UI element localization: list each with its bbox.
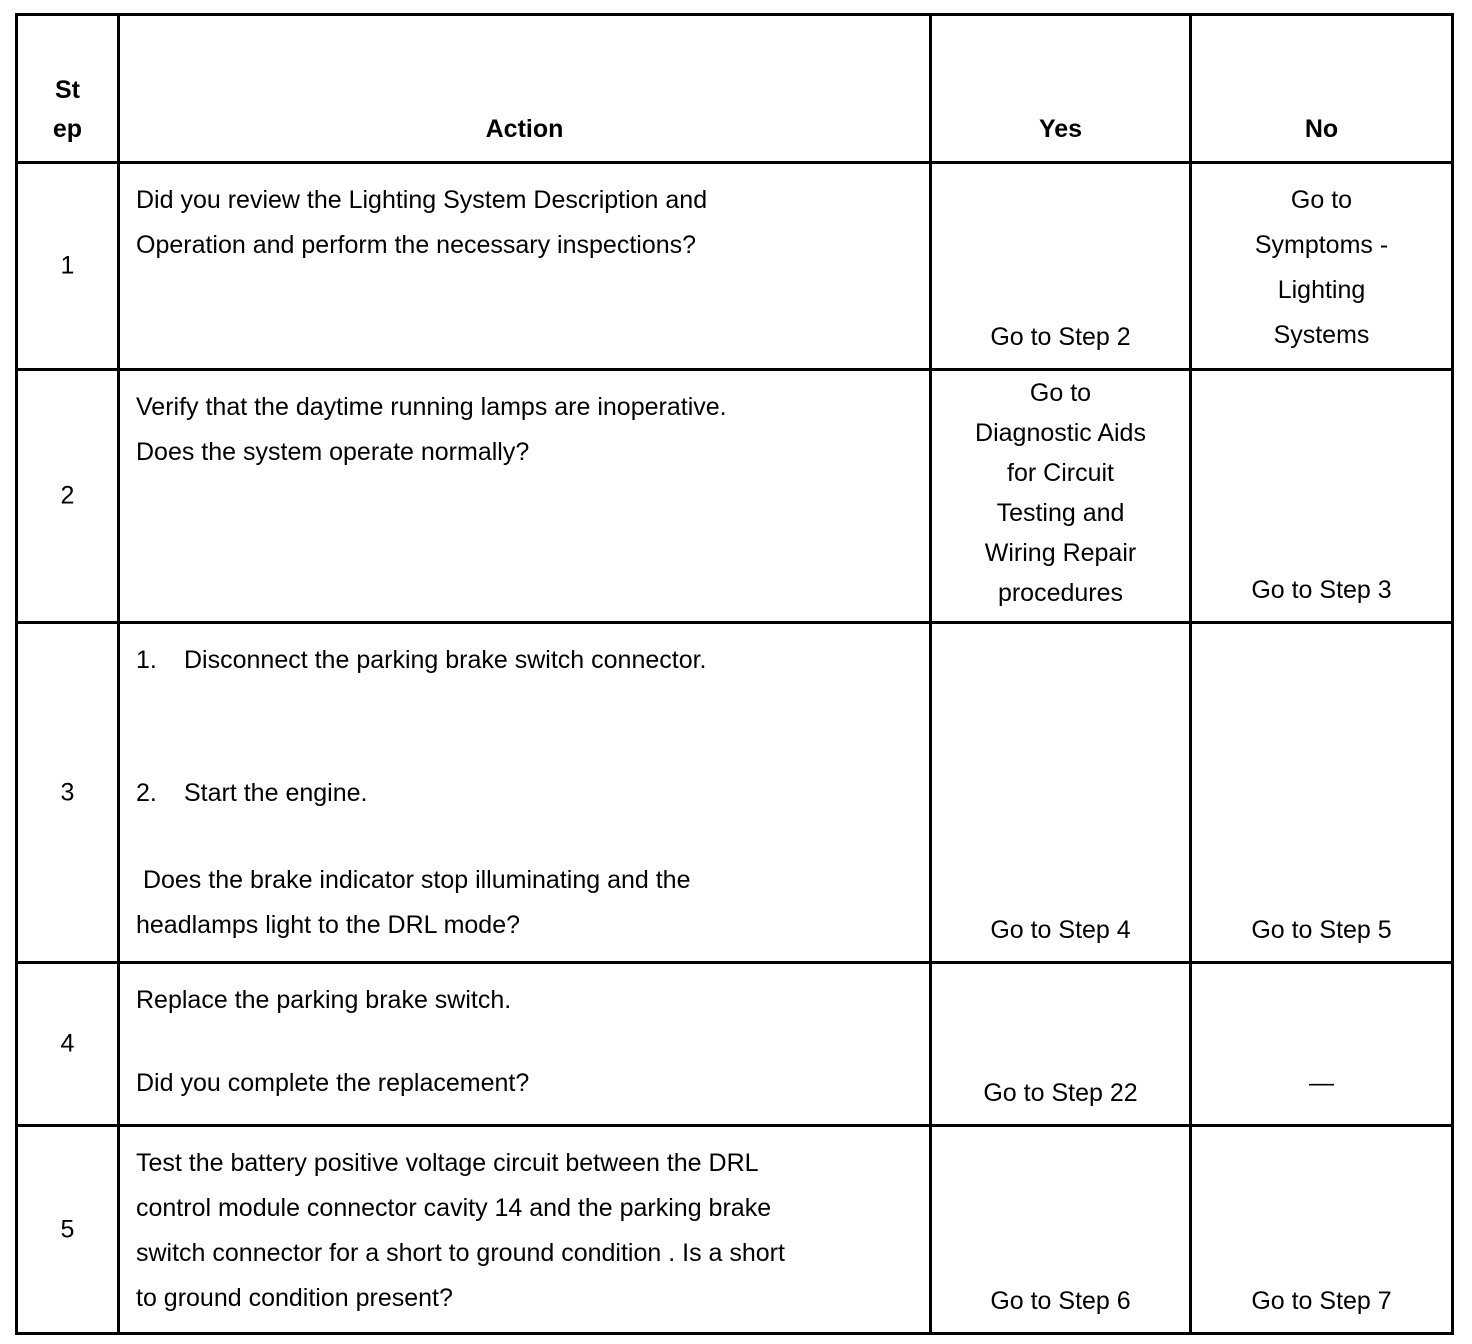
header-no: No — [1191, 15, 1453, 163]
step-number-cell: 2 — [17, 370, 119, 623]
yes-cell: Go to Step 6 — [931, 1126, 1191, 1334]
yes-cell: Go to Diagnostic Aids for Circuit Testing and Wiring Repair procedures — [931, 370, 1191, 623]
header-yes: Yes — [931, 15, 1191, 163]
list-item: 1. Disconnect the parking brake switch connector. — [136, 646, 707, 674]
no-cell: Go to Step 7 — [1191, 1126, 1453, 1334]
no-cell: Go to Step 5 — [1191, 623, 1453, 963]
action-cell: Test the battery positive voltage circuit between the DRL control module connector cavity 14 and the parking brake switch connector for a short to ground condition . Is a short to ground condition present? — [119, 1126, 931, 1334]
no-cell: — — [1191, 963, 1453, 1126]
step-number-cell: 3 — [17, 623, 119, 963]
header-step: St ep — [17, 15, 119, 163]
action-cell: Verify that the daytime running lamps are inoperative. Does the system operate normally? — [119, 370, 931, 623]
table-row — [17, 1126, 1453, 1334]
step-number-cell: 5 — [17, 1126, 119, 1334]
table-row — [17, 623, 1453, 963]
header-row — [17, 15, 1453, 163]
diagnostic-table — [15, 13, 1454, 1335]
action-cell: Replace the parking brake switch. Did you complete the replacement? — [119, 963, 931, 1126]
list-item: 2. Start the engine. — [136, 779, 368, 807]
table-row — [17, 963, 1453, 1126]
step-number-cell: 1 — [17, 163, 119, 370]
yes-cell: Go to Step 4 — [931, 623, 1191, 963]
table-row — [17, 163, 1453, 370]
table-row — [17, 370, 1453, 623]
header-action: Action — [119, 15, 931, 163]
step-number-cell: 4 — [17, 963, 119, 1126]
yes-cell: Go to Step 22 — [931, 963, 1191, 1126]
no-cell: Go to Step 3 — [1191, 370, 1453, 623]
yes-cell: Go to Step 2 — [931, 163, 1191, 370]
action-cell: Did you review the Lighting System Description and Operation and perform the necessary inspections? — [119, 163, 931, 370]
no-cell: Go to Symptoms - Lighting Systems — [1191, 163, 1453, 370]
action-cell: 1. Disconnect the parking brake switch connector. 2. Start the engine. Does the brake indicator stop illuminating and the headlamps light to the DRL mode? — [119, 623, 931, 963]
